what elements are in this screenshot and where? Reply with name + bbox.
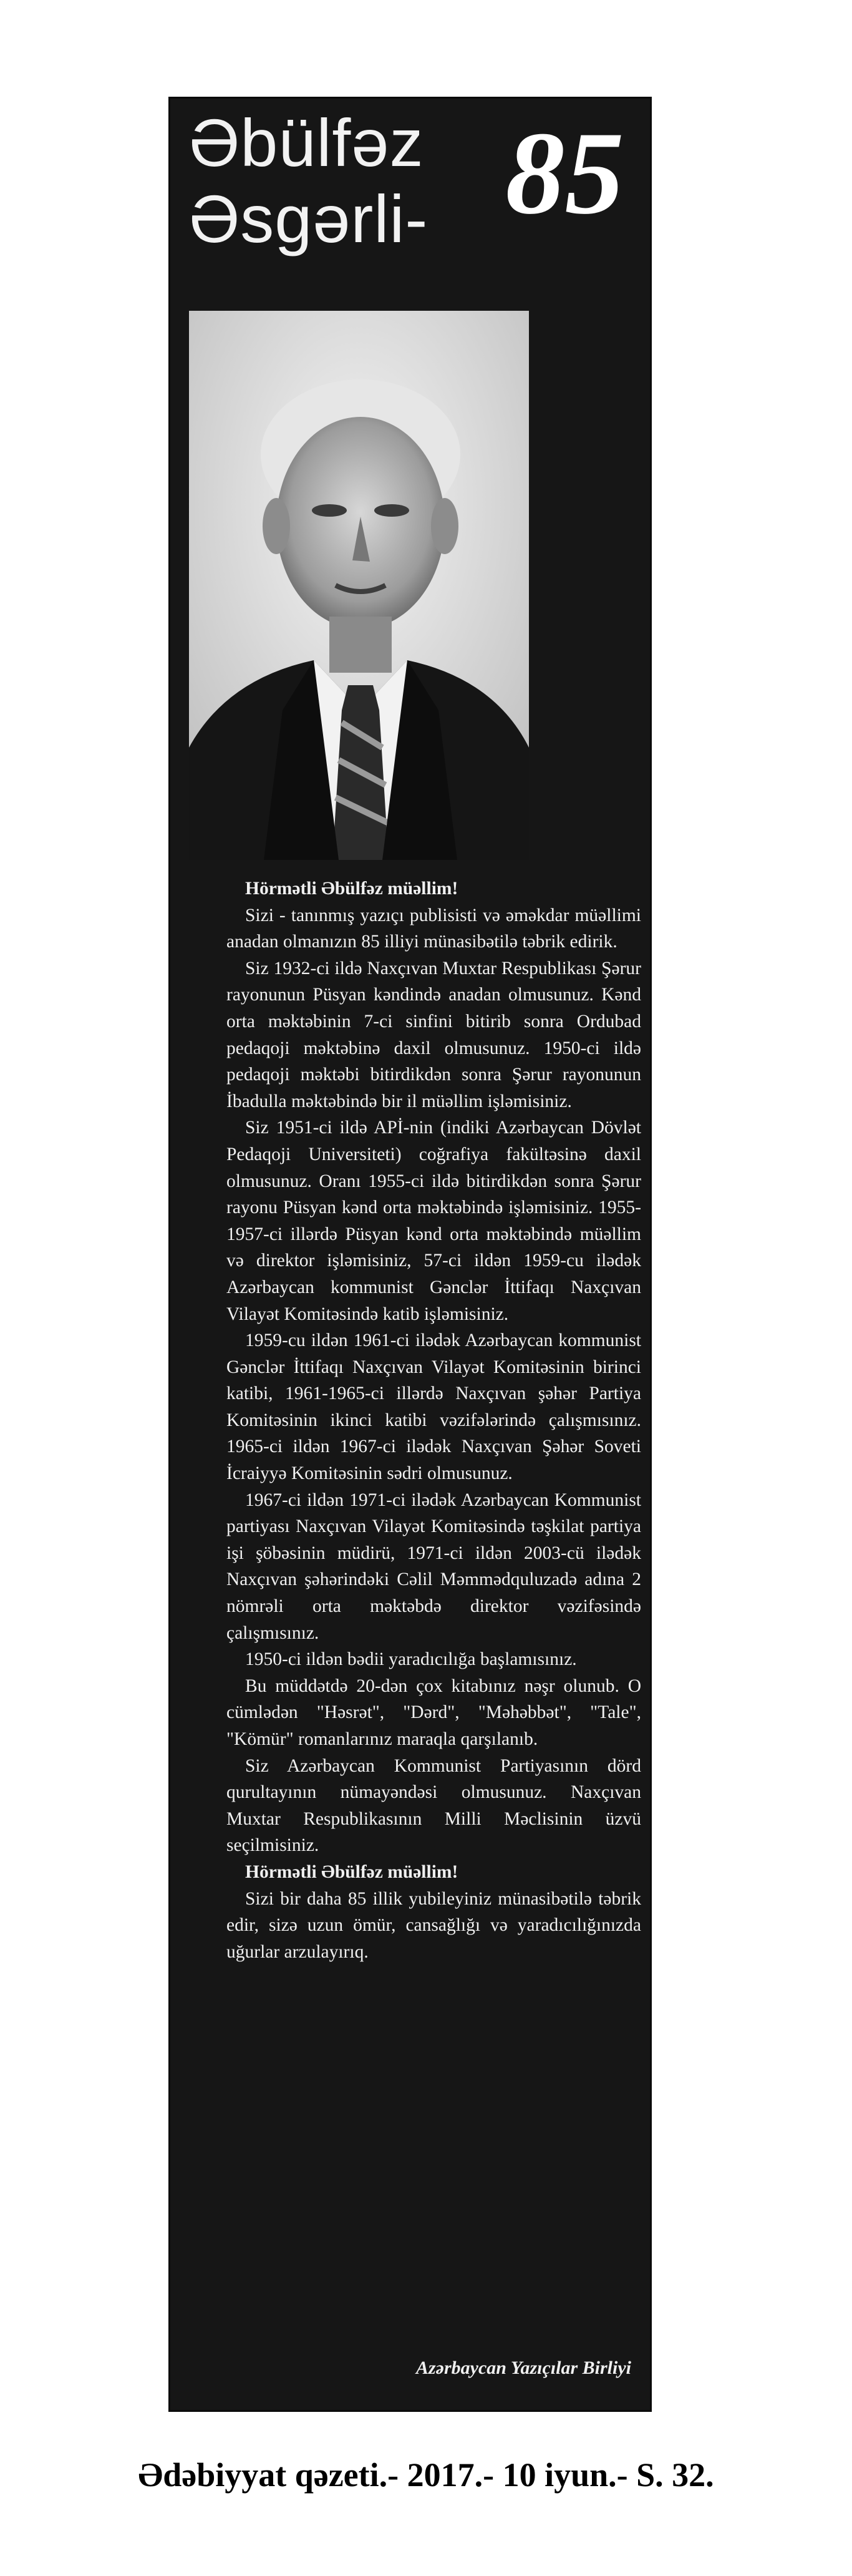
portrait-photo xyxy=(189,311,529,860)
portrait-image xyxy=(189,311,529,860)
article-paragraph: Siz Azərbaycan Kommunist Partiyasının dörd qurultayının nümayəndəsi olmusunuz. Naxçıvan Muxtar Respublikasının Milli Məclisinin üzvü seçilmisiniz. xyxy=(226,1755,641,1856)
article-body xyxy=(226,876,641,1965)
headline xyxy=(189,105,428,257)
article-signature: Azərbaycan Yazıçılar Birliyi xyxy=(415,2358,631,2378)
anniversary-number: 85 xyxy=(505,108,624,239)
headline-last-name: Əsgərli- xyxy=(189,181,428,256)
article-greeting: Hörmətli Əbülfəz müəllim! xyxy=(245,879,458,899)
article-paragraph: Sizi - tanınmış yazıçı publisisti və əməkdar müəllimi anadan olmanızın 85 illiyi münasibətilə təbrik edirik. xyxy=(226,905,641,952)
headline-first-name: Əbülfəz xyxy=(189,105,424,180)
article-paragraph: Bu müddətdə 20-dən çox kitabınız nəşr olunub. O cümlədən "Həsrət", "Dərd", "Məhəbbət", "Tale", "Kömür" romanlarınız maraqla qarşılanıb. xyxy=(226,1676,641,1749)
article-paragraph: Sizi bir daha 85 illik yubileyiniz münasibətilə təbrik edir, sizə uzun ömür, cansağlığı və yaradıcılığınızda uğurlar arzulayırıq. xyxy=(226,1888,641,1962)
article-paragraph: 1959-cu ildən 1961-ci ilədək Azərbaycan kommunist Gənclər İttifaqı Naxçıvan Vilayət Komitəsinin birinci katibi, 1961-1965-ci illərdə Naxçıvan şəhər Partiya Komitəsinin ikinci katibi vəzifələrində çalışmısınız. 1965-ci ildən 1967-ci ilədək Naxçıvan Şəhər Soveti İcraiyyə Komitəsinin sədri olmusunuz. xyxy=(226,1330,641,1484)
newspaper-clipping xyxy=(168,97,652,2412)
source-citation: Ədəbiyyat qəzeti.- 2017.- 10 iyun.- S. 32. xyxy=(138,2456,714,2494)
article-paragraph: 1950-ci ildən bədii yaradıcılığa başlamısınız. xyxy=(245,1649,577,1670)
article-paragraph: 1967-ci ildən 1971-ci ilədək Azərbaycan Kommunist partiyası Naxçıvan Vilayət Komitəsində təşkilat partiya işi şöbəsinin müdirü, 1971-ci ildən 2003-cü ilədək Naxçıvan şəhərindəki Cəlil Məmmədquluzadə adına 2 nömrəli orta məktəbdə direktor vəzifəsində çalışmısınız. xyxy=(226,1490,641,1643)
article-paragraph: Siz 1951-ci ildə APİ-nin (indiki Azərbaycan Dövlət Pedaqoji Universiteti) coğrafiya fakültəsinə daxil olmusunuz. Oranı 1955-ci ildə bitirdikdən sonra Şərur rayonu Püsyan kənd orta məktəbində işləmisiniz. 1955-1957-ci illərdə Püsyan kənd orta məktəbində müəllim və direktor işləmisiniz, 57-ci ildən 1959-cu ilədək Azərbaycan kommunist Gənclər İttifaqı Naxçıvan Vilayət Komitəsində katib işləmisiniz. xyxy=(226,1118,641,1324)
article-paragraph: Siz 1932-ci ildə Naxçıvan Muxtar Respublikası Şərur rayonunun Püsyan kəndində anadan olmusunuz. Kənd orta məktəbinin 7-ci sinfini bitirib sonra Ordubad pedaqoji məktəbinə daxil olmusunuz. 1950-ci ildə pedaqoji məktəbi bitirdikdən sonra Şərur rayonunun İbadulla məktəbində bir il müəllim işləmisiniz. xyxy=(226,958,641,1111)
article-closing-greeting: Hörmətli Əbülfəz müəllim! xyxy=(245,1861,458,1882)
